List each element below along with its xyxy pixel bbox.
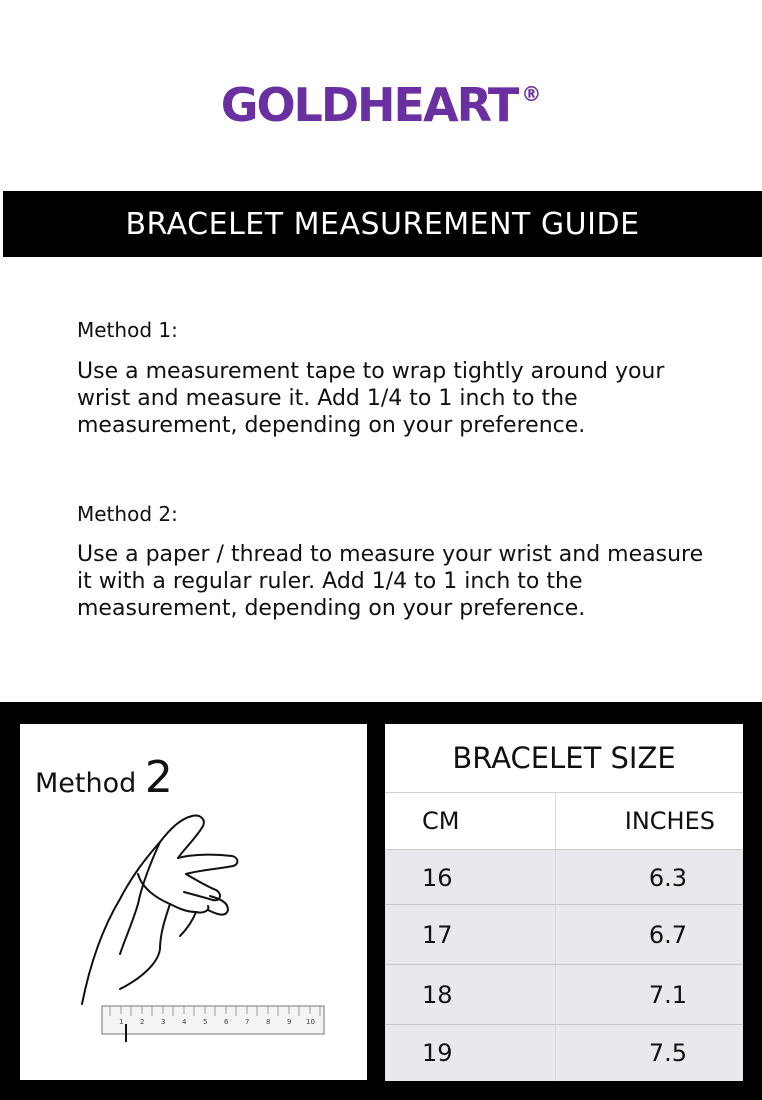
brand-logo xyxy=(0,78,762,132)
svg-text:8: 8 xyxy=(266,1018,271,1026)
size-table-title: BRACELET SIZE xyxy=(385,724,743,793)
table-row xyxy=(385,1024,743,1081)
cell-inches: 6.3 xyxy=(648,863,687,892)
hand-with-ruler-illustration xyxy=(20,724,367,1080)
method-2-illustration-panel xyxy=(20,724,367,1080)
hand-icon xyxy=(82,816,237,1004)
method-1-label: Method 1: xyxy=(77,318,178,342)
cell-cm: 19 xyxy=(422,1039,453,1067)
svg-text:2: 2 xyxy=(140,1018,145,1026)
cell-inches: 7.1 xyxy=(648,981,687,1009)
svg-text:1: 1 xyxy=(119,1018,124,1026)
svg-text:10: 10 xyxy=(306,1018,315,1026)
table-row xyxy=(385,964,743,1025)
header-inches: INCHES xyxy=(624,807,715,835)
page-title: BRACELET MEASUREMENT GUIDE xyxy=(3,191,762,257)
cell-inches: 6.7 xyxy=(648,921,687,949)
size-table-header xyxy=(385,793,743,849)
method-2-text: Use a paper / thread to measure your wrist and measure it with a regular ruler. Add 1/4 to 1 inch to the measurement, depending on your preference. xyxy=(77,542,704,621)
registered-mark: ® xyxy=(521,82,542,106)
illustration-number: 2 xyxy=(144,752,173,803)
svg-text:6: 6 xyxy=(224,1018,229,1026)
svg-text:9: 9 xyxy=(287,1018,292,1026)
cell-cm: 18 xyxy=(422,981,453,1009)
cell-inches: 7.5 xyxy=(648,1039,687,1067)
table-row xyxy=(385,904,743,965)
brand-name: GOLDHEART xyxy=(220,78,518,132)
ruler-icon xyxy=(102,1006,324,1042)
table-row xyxy=(385,849,743,905)
size-table-panel xyxy=(385,724,743,1080)
illustration-word: Method xyxy=(35,768,137,799)
cell-cm: 16 xyxy=(422,863,453,892)
svg-text:3: 3 xyxy=(161,1018,166,1026)
svg-text:7: 7 xyxy=(245,1018,250,1026)
header-cm: CM xyxy=(422,807,460,835)
cell-cm: 17 xyxy=(422,921,453,949)
method-2-label: Method 2: xyxy=(77,502,178,526)
method-1-text: Use a measurement tape to wrap tightly around your wrist and measure it. Add 1/4 to 1 inch to the measurement, depending on your preference. xyxy=(77,359,665,438)
svg-text:4: 4 xyxy=(182,1018,187,1026)
svg-text:5: 5 xyxy=(203,1018,208,1026)
